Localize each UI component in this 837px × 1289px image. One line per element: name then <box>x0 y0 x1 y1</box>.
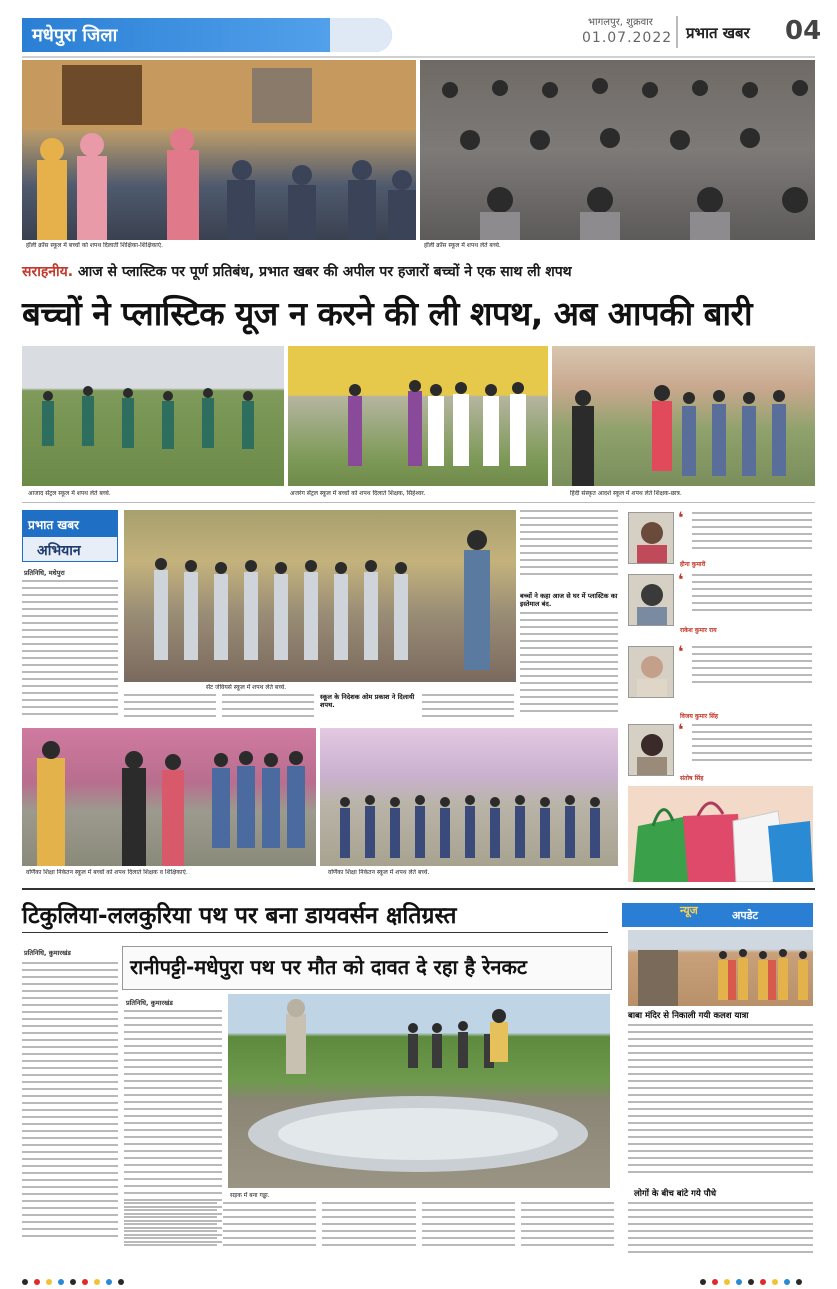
article-body <box>22 962 118 1262</box>
photo-illustration <box>420 60 815 240</box>
subhead-text: बच्चों ने कहा आज से घर में प्लास्टिक का इस्तेमाल बंद. <box>520 592 618 608</box>
campaign-badge <box>22 510 118 562</box>
registration-dots-right <box>700 1270 808 1276</box>
section-title: मधेपुरा जिला <box>32 25 118 46</box>
photo-caption: वर्णिका शिक्षा निकेतन स्कूल में शपथ लेते बच्चे. <box>328 869 430 876</box>
article-body <box>520 612 618 730</box>
photo-caption: हॉली क्रॉस स्कूल में शपथ लेते बच्चे. <box>424 242 501 249</box>
photo-illustration <box>22 728 316 866</box>
headline-2: टिकुलिया-ललकुरिया पथ पर बना डायवर्सन क्षतिग्रस्त <box>22 903 457 929</box>
news-update-headline: बाबा मंदिर से निकाली गयी कलश यात्रा <box>628 1011 749 1021</box>
photo-illustration <box>552 346 815 486</box>
photo-caption: आजाद सेंट्रल स्कूल में शपथ लेते बच्चे. <box>28 490 111 497</box>
photo-caption: सेंट जेवियर्स स्कूल में शपथ लेते बच्चे. <box>206 684 287 691</box>
opinion-photo <box>628 646 674 698</box>
photo-azad-school <box>22 346 284 486</box>
subhead <box>320 693 418 709</box>
photo-caption: वर्णिका शिक्षा निकेतन स्कूल में बच्चों को शपथ दिलाते शिक्षक व शिक्षिकाएं. <box>26 869 188 876</box>
kicker <box>22 262 572 281</box>
opinion-photo <box>628 724 674 776</box>
divider <box>22 502 815 503</box>
news-update-headline: लोगों के बीच बांटे गये पौधे <box>634 1189 717 1199</box>
banner-decoration <box>330 18 392 52</box>
article-body <box>124 694 216 730</box>
issue-date: 01.07.2022 <box>582 30 673 46</box>
badge-top: प्रभात खबर <box>22 510 118 536</box>
article-body <box>222 694 314 730</box>
photo-illustration <box>628 930 813 1006</box>
page-number: 04 <box>785 16 822 46</box>
subhead-text: स्कूल के निदेशक ओम प्रकाश ने दिलायी शपथ. <box>320 693 415 709</box>
byline: प्रतिनिधि, मधेपुरा <box>24 569 65 577</box>
photo-illustration <box>22 346 284 486</box>
photo-illustration <box>22 60 416 240</box>
opinion-photo <box>628 574 674 626</box>
quote-icon: ❛ <box>678 642 684 661</box>
article-body <box>520 510 618 590</box>
opinion-text <box>692 646 812 692</box>
opinion-name: विजय कुमार सिंह <box>680 713 718 720</box>
photo-caption: हिंदी संस्कृत आदर्श स्कूल में शपथ लेते शिक्षक-छात्र. <box>570 490 682 497</box>
city-day: भागलपुर, शुक्रवार <box>588 17 653 28</box>
photo-illustration <box>288 346 548 486</box>
photo-illustration <box>228 994 610 1188</box>
divider <box>22 932 608 933</box>
news-update-accent: न्यूज <box>680 904 698 917</box>
photo-caption: अजरंग सेंट्रल स्कूल में बच्चों को शपथ दिलाते शिक्षक, सिंहेश्वर. <box>290 490 426 497</box>
registration-dots-left <box>22 1270 130 1276</box>
photo-illustration <box>124 510 516 682</box>
kicker-text: आज से प्लास्टिक पर पूर्ण प्रतिबंध, प्रभात खबर की अपील पर हजारों बच्चों ने एक साथ ली शपथ <box>77 264 572 280</box>
photo-st-xaviers <box>124 510 516 682</box>
photo-road-pothole <box>228 994 610 1188</box>
photo-kalash-yatra <box>628 930 813 1006</box>
main-headline: बच्चों ने प्लास्टिक यूज न करने की ली शपथ, अब आपकी बारी <box>22 294 753 333</box>
divider <box>22 56 815 58</box>
news-update-label: अपडेट <box>732 909 759 922</box>
photo-ajrang-school <box>288 346 548 486</box>
byline: प्रतिनिधि, कुमारखंड <box>24 949 71 957</box>
photo-illustration <box>320 728 618 866</box>
opinion-text <box>692 724 812 770</box>
article-body <box>422 694 514 730</box>
quote-icon: ❛ <box>678 720 684 739</box>
photo-caption: हॉली क्रॉस स्कूल में बच्चों को शपथ दिलातीं शिक्षिका-शिक्षिकाएं. <box>26 242 164 249</box>
article-body <box>628 1202 813 1262</box>
kicker-label: सराहनीय. <box>22 264 74 280</box>
bags-illustration <box>628 786 813 882</box>
photo-hindi-sanskrit-school <box>552 346 815 486</box>
opinion-photo <box>628 512 674 564</box>
subhead <box>520 592 618 608</box>
headline-3: रानीपट्टी-मधेपुरा पथ पर मौत को दावत दे रहा है रेनकट <box>130 955 527 979</box>
byline: प्रतिनिधि, कुमारखंड <box>126 999 173 1007</box>
opinion-name: राकेश कुमार राय <box>680 627 717 634</box>
article-body <box>124 1202 614 1262</box>
logo-text: प्रभात खबर <box>686 24 750 42</box>
plastic-bags-image <box>628 786 813 882</box>
photo-teachers-oath <box>22 60 416 240</box>
photo-students-oath <box>420 60 815 240</box>
quote-icon: ❛ <box>678 508 684 527</box>
photo-caption: सड़क में बना गड्ढा. <box>230 1192 270 1199</box>
newspaper-logo <box>676 16 776 48</box>
article-body <box>628 1024 813 1184</box>
badge-bottom: अभियान <box>22 536 118 562</box>
article-body <box>22 580 118 730</box>
quote-icon: ❛ <box>678 570 684 589</box>
opinion-text <box>692 574 812 620</box>
opinion-name: संतोष सिंह <box>680 775 704 782</box>
photo-varnika-teachers <box>22 728 316 866</box>
news-update-tab <box>622 903 813 927</box>
opinion-text <box>692 512 812 558</box>
section-divider <box>22 888 815 890</box>
photo-varnika-students <box>320 728 618 866</box>
opinion-name: हीना कुमारी <box>680 561 706 568</box>
